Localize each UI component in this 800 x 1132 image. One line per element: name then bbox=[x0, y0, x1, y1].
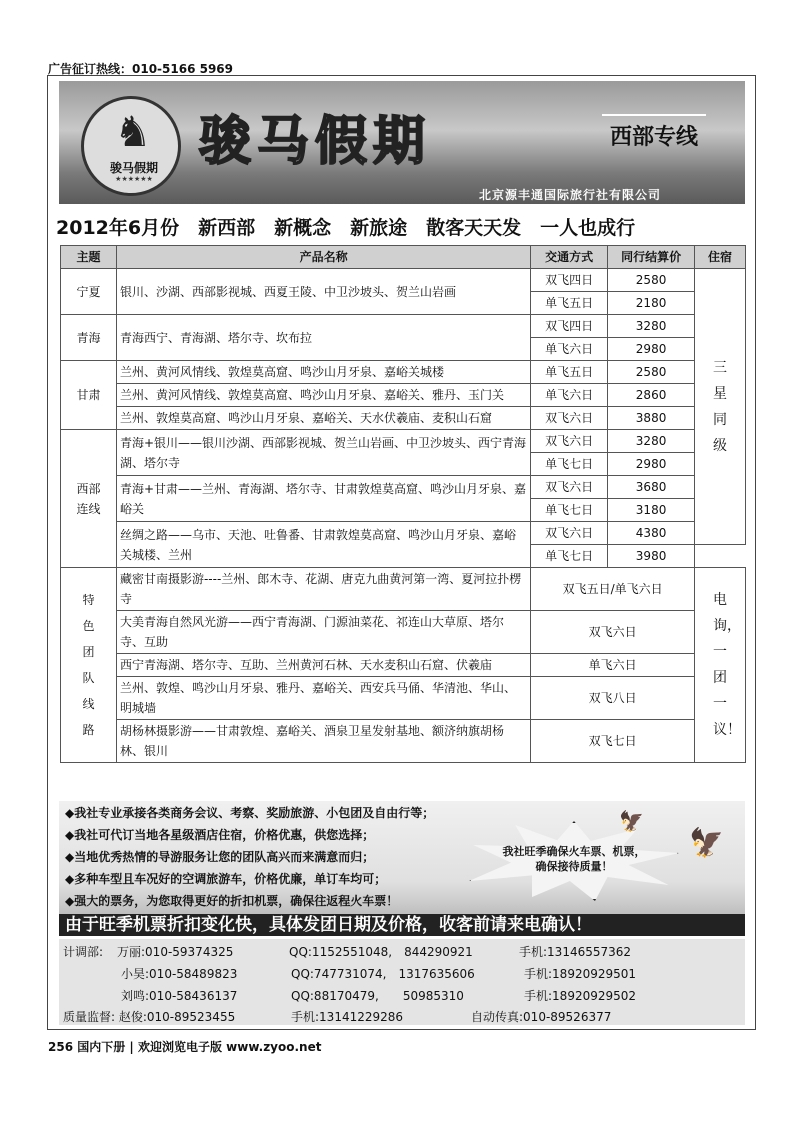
header-theme: 主题 bbox=[61, 246, 117, 269]
transport-cell: 单飞五日 bbox=[531, 361, 608, 384]
header-hotel: 住宿 bbox=[695, 246, 746, 269]
theme-cell: 青海 bbox=[61, 315, 117, 361]
burst-text: 我社旺季确保火车票、机票，确保接待质量！ bbox=[502, 845, 646, 873]
transport-cell: 单飞七日 bbox=[531, 545, 608, 568]
table-row bbox=[61, 611, 746, 654]
theme-label: 特色团队线路 bbox=[82, 593, 95, 737]
note-item: ◆我社专业承接各类商务会议、考察、奖励旅游、小包团及自由行等； bbox=[65, 806, 435, 820]
note-item: ◆多种车型且车况好的空调旅游车，价格优廉，单订车均可； bbox=[65, 872, 387, 886]
hotel-three-star: 三星同级 bbox=[713, 359, 728, 454]
product-cell: 西宁青海湖、塔尔寺、互助、兰州黄河石林、天水麦积山石窟、伏羲庙 bbox=[116, 654, 530, 677]
price-cell: 3280 bbox=[608, 315, 695, 338]
transport-cell: 双飞四日 bbox=[531, 315, 608, 338]
transport-cell: 双飞六日 bbox=[531, 407, 608, 430]
table-row bbox=[61, 476, 746, 499]
slogan: 2012年6月份 新西部 新概念 新旅途 散客天天发 一人也成行 bbox=[56, 217, 636, 239]
agency-name: 北京源丰通国际旅行社有限公司 bbox=[479, 188, 662, 202]
contact-qq: QQ:88170479, 50985310 bbox=[291, 989, 464, 1003]
product-cell: 银川、沙湖、西部影视城、西夏王陵、中卫沙坡头、贺兰山岩画 bbox=[116, 269, 530, 315]
transport-cell: 双飞八日 bbox=[531, 677, 695, 720]
price-cell: 3880 bbox=[608, 407, 695, 430]
eagle-icon: 🦅 bbox=[689, 826, 724, 859]
transport-cell: 双飞四日 bbox=[531, 269, 608, 292]
table-row bbox=[61, 654, 746, 677]
transport-cell: 单飞七日 bbox=[531, 453, 608, 476]
transport-cell: 双飞六日 bbox=[531, 611, 695, 654]
table-row bbox=[61, 315, 746, 338]
product-cell: 兰州、敦煌、鸣沙山月牙泉、雅丹、嘉峪关、西安兵马俑、华清池、华山、明城墙 bbox=[116, 677, 530, 720]
contacts bbox=[59, 939, 745, 1025]
price-cell: 2180 bbox=[608, 292, 695, 315]
transport-cell: 单飞七日 bbox=[531, 499, 608, 522]
ad-hotline: 广告征订热线：010-5166 5969 bbox=[48, 62, 234, 76]
product-cell: 胡杨林摄影游——甘肃敦煌、嘉峪关、酒泉卫星发射基地、额济纳旗胡杨林、银川 bbox=[116, 720, 530, 763]
product-cell: 兰州、敦煌莫高窟、鸣沙山月牙泉、嘉峪关、天水伏羲庙、麦积山石窟 bbox=[116, 407, 530, 430]
price-cell: 2580 bbox=[608, 361, 695, 384]
table-row bbox=[61, 407, 746, 430]
price-cell: 4380 bbox=[608, 522, 695, 545]
table-header bbox=[61, 246, 746, 269]
product-cell: 青海+甘肃——兰州、青海湖、塔尔寺、甘肃敦煌莫高窟、鸣沙山月牙泉、嘉峪关 bbox=[116, 476, 530, 522]
transport-cell: 单飞六日 bbox=[531, 384, 608, 407]
table-row bbox=[61, 384, 746, 407]
header-transport: 交通方式 bbox=[531, 246, 608, 269]
product-cell: 兰州、黄河风情线、敦煌莫高窟、鸣沙山月牙泉、嘉峪关、雅丹、玉门关 bbox=[116, 384, 530, 407]
product-cell: 兰州、黄河风情线、敦煌莫高窟、鸣沙山月牙泉、嘉峪关城楼 bbox=[116, 361, 530, 384]
note-item: ◆我社可代订当地各星级酒店住宿，价格优惠，供您选择； bbox=[65, 828, 375, 842]
fax-number: 自动传真:010-89526377 bbox=[471, 1010, 612, 1024]
contact-phone: 小昊:010-58489823 bbox=[121, 967, 238, 981]
price-cell: 3980 bbox=[608, 545, 695, 568]
transport-cell: 双飞五日/单飞六日 bbox=[531, 568, 695, 611]
logo bbox=[81, 96, 181, 196]
price-table bbox=[60, 245, 746, 763]
line-tag: 西部专线 bbox=[602, 114, 706, 155]
table-row bbox=[61, 568, 746, 611]
hotel-inquiry: 电询，一团一议！ bbox=[713, 592, 742, 738]
price-cell: 3680 bbox=[608, 476, 695, 499]
transport-cell: 双飞六日 bbox=[531, 430, 608, 453]
horse-icon: ♞ bbox=[114, 107, 152, 156]
contacts-label: 计调部: bbox=[63, 945, 104, 959]
theme-cell: 甘肃 bbox=[61, 361, 117, 430]
table-row bbox=[61, 720, 746, 763]
table-row bbox=[61, 522, 746, 545]
logo-text: 骏马假期 bbox=[109, 161, 158, 175]
price-cell: 2980 bbox=[608, 453, 695, 476]
contact-phone: 万丽:010-59374325 bbox=[117, 945, 234, 959]
table-row bbox=[61, 430, 746, 453]
transport-cell: 单飞六日 bbox=[531, 654, 695, 677]
banner bbox=[59, 81, 745, 204]
supervisor-contact: 质量监督: 赵俊:010-89523455 bbox=[63, 1010, 236, 1024]
transport-cell: 单飞六日 bbox=[531, 338, 608, 361]
brand-title: 骏马假期 bbox=[199, 111, 432, 172]
header-product: 产品名称 bbox=[116, 246, 530, 269]
product-cell: 丝绸之路——乌市、天池、吐鲁番、甘肃敦煌莫高窟、鸣沙山月牙泉、嘉峪关城楼、兰州 bbox=[116, 522, 530, 568]
ad-frame bbox=[47, 75, 756, 1030]
contact-qq: QQ:747731074, 1317635606 bbox=[291, 967, 475, 981]
theme-cell bbox=[61, 568, 117, 763]
hotel-cell bbox=[695, 269, 746, 545]
transport-cell: 双飞六日 bbox=[531, 522, 608, 545]
price-cell: 2980 bbox=[608, 338, 695, 361]
stars-icon: ★★★★★★ bbox=[115, 175, 153, 183]
contact-mobile: 手机:13146557362 bbox=[519, 945, 632, 959]
note-item: ◆当地优秀热情的导游服务让您的团队高兴而来满意而归； bbox=[65, 850, 375, 864]
contact-mobile: 手机:18920929501 bbox=[524, 967, 637, 981]
contact-mobile: 手机:18920929502 bbox=[524, 989, 637, 1003]
transport-cell: 双飞七日 bbox=[531, 720, 695, 763]
hotel-cell bbox=[695, 568, 746, 763]
product-cell: 青海+银川——银川沙湖、西部影视城、贺兰山岩画、中卫沙坡头、西宁青海湖、塔尔寺 bbox=[116, 430, 530, 476]
price-cell: 3280 bbox=[608, 430, 695, 453]
contact-phone: 刘鸣:010-58436137 bbox=[121, 989, 238, 1003]
theme-cell bbox=[61, 430, 117, 568]
price-cell: 2580 bbox=[608, 269, 695, 292]
note-item: ◆强大的票务，为您取得更好的折扣机票，确保往返程火车票！ bbox=[65, 894, 399, 908]
price-cell: 2860 bbox=[608, 384, 695, 407]
table-row bbox=[61, 269, 746, 292]
table-row bbox=[61, 361, 746, 384]
product-cell: 青海西宁、青海湖、塔尔寺、坎布拉 bbox=[116, 315, 530, 361]
contact-qq: QQ:1152551048, 844290921 bbox=[289, 945, 473, 959]
page-footer: 256 国内下册 | 欢迎浏览电子版 www.zyoo.net bbox=[48, 1040, 322, 1054]
confirm-banner: 由于旺季机票折扣变化快，具体发团日期及价格，收客前请来电确认！ bbox=[59, 914, 745, 936]
theme-label: 西部连线 bbox=[76, 481, 101, 516]
price-cell: 3180 bbox=[608, 499, 695, 522]
table-row bbox=[61, 677, 746, 720]
product-cell: 藏密甘南摄影游----兰州、郎木寺、花湖、唐克九曲黄河第一湾、夏河拉扑楞寺 bbox=[116, 568, 530, 611]
supervisor-mobile: 手机:13141229286 bbox=[291, 1010, 404, 1024]
transport-cell: 双飞六日 bbox=[531, 476, 608, 499]
transport-cell: 单飞五日 bbox=[531, 292, 608, 315]
theme-cell: 宁夏 bbox=[61, 269, 117, 315]
product-cell: 大美青海自然风光游——西宁青海湖、门源油菜花、祁连山大草原、塔尔寺、互助 bbox=[116, 611, 530, 654]
eagle-icon: 🦅 bbox=[619, 809, 644, 833]
header-price: 同行结算价 bbox=[608, 246, 695, 269]
